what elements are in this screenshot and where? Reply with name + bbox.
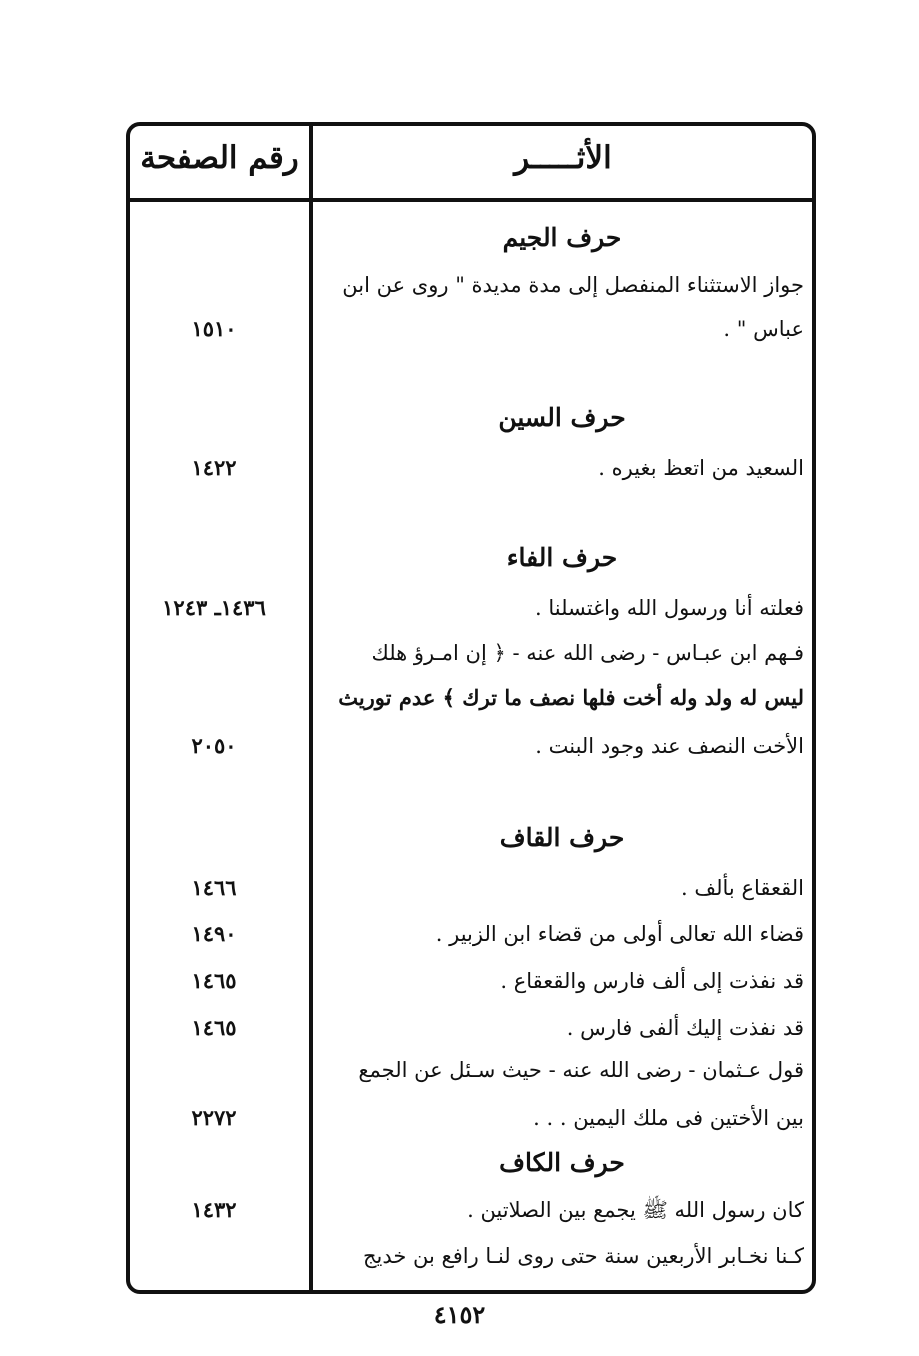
entry-row <box>130 724 812 768</box>
athar-text: كـنا نخـابر الأربعين سنة حتى روى لنـا رافع بن خديج <box>362 1244 804 1268</box>
page-reference: ١٤٦٥ <box>191 968 237 993</box>
athar-text: القعقاع بألف . <box>681 876 804 900</box>
section-title: حرف القاف <box>499 823 625 852</box>
athar-text: ليس له ولد وله أخت فلها نصف ما ترك ﴾ عدم توريث <box>338 685 804 710</box>
section-heading <box>130 1141 812 1185</box>
athar-text: عباس " . <box>723 317 804 341</box>
section-title: حرف السين <box>498 403 626 432</box>
athar-text: بين الأختين فى ملك اليمين . . . <box>533 1106 804 1130</box>
section-heading <box>130 816 812 860</box>
page-reference: ١٤٣٦ـ ١٢٤٣ <box>162 595 266 620</box>
entry-row <box>130 263 812 307</box>
athar-text: قضاء الله تعالى أولى من قضاء ابن الزبير . <box>435 922 804 946</box>
entry-row <box>130 1048 812 1092</box>
entry-row <box>130 912 812 956</box>
entry-row <box>130 676 812 720</box>
section-title: حرف الكاف <box>499 1148 625 1177</box>
page-reference: ١٤٦٦ <box>191 875 237 900</box>
athar-text: السعيد من اتعظ بغيره . <box>598 456 804 480</box>
athar-text: قد نفذت إلى ألف فارس والقعقاع . <box>500 969 804 993</box>
page-reference: ١٤٩٠ <box>191 921 237 946</box>
entry-row <box>130 307 812 351</box>
page-reference: ٢٢٧٢ <box>191 1105 237 1130</box>
entry-row <box>130 1096 812 1140</box>
page-reference: ١٥١٠ <box>191 316 237 341</box>
section-title: حرف الجيم <box>502 223 622 252</box>
entry-row <box>130 1006 812 1050</box>
entry-row <box>130 586 812 630</box>
section-heading <box>130 536 812 580</box>
page-number: ٤١٥٢ <box>433 1300 486 1329</box>
section-heading <box>130 216 812 260</box>
index-table <box>126 122 816 1294</box>
athar-text: قول عـثمان - رضى الله عنه - حيث سـئل عن الجمع <box>358 1058 804 1082</box>
header-rule <box>130 198 812 202</box>
athar-text: جواز الاستثناء المنفصل إلى مدة مديدة " روى عن ابن <box>342 273 804 297</box>
athar-text: فـهم ابن عبـاس - رضى الله عنه - ﴿ إن امـرؤ هلك <box>371 641 804 665</box>
page-reference: ١٤٢٢ <box>191 455 237 480</box>
section-title: حرف الفاء <box>506 543 618 572</box>
entry-row <box>130 959 812 1003</box>
athar-text: الأخت النصف عند وجود البنت . <box>535 734 804 758</box>
entry-row <box>130 631 812 675</box>
athar-text: كان رسول الله ﷺ يجمع بين الصلاتين . <box>467 1198 804 1222</box>
entry-row <box>130 1234 812 1278</box>
entry-row <box>130 866 812 910</box>
page-reference: ١٤٦٥ <box>191 1015 237 1040</box>
page-reference: ١٤٣٢ <box>191 1197 237 1222</box>
page-number-column-header: رقم الصفحة <box>140 140 299 176</box>
section-heading <box>130 396 812 440</box>
athar-text: فعلته أنا ورسول الله واغتسلنا . <box>535 596 804 620</box>
entry-row <box>130 1188 812 1232</box>
athar-column-header: الأثـــــر <box>514 140 612 176</box>
entry-row <box>130 446 812 490</box>
page-reference: ٢٠٥٠ <box>191 733 237 758</box>
athar-text: قد نفذت إليك ألفى فارس . <box>566 1016 804 1040</box>
